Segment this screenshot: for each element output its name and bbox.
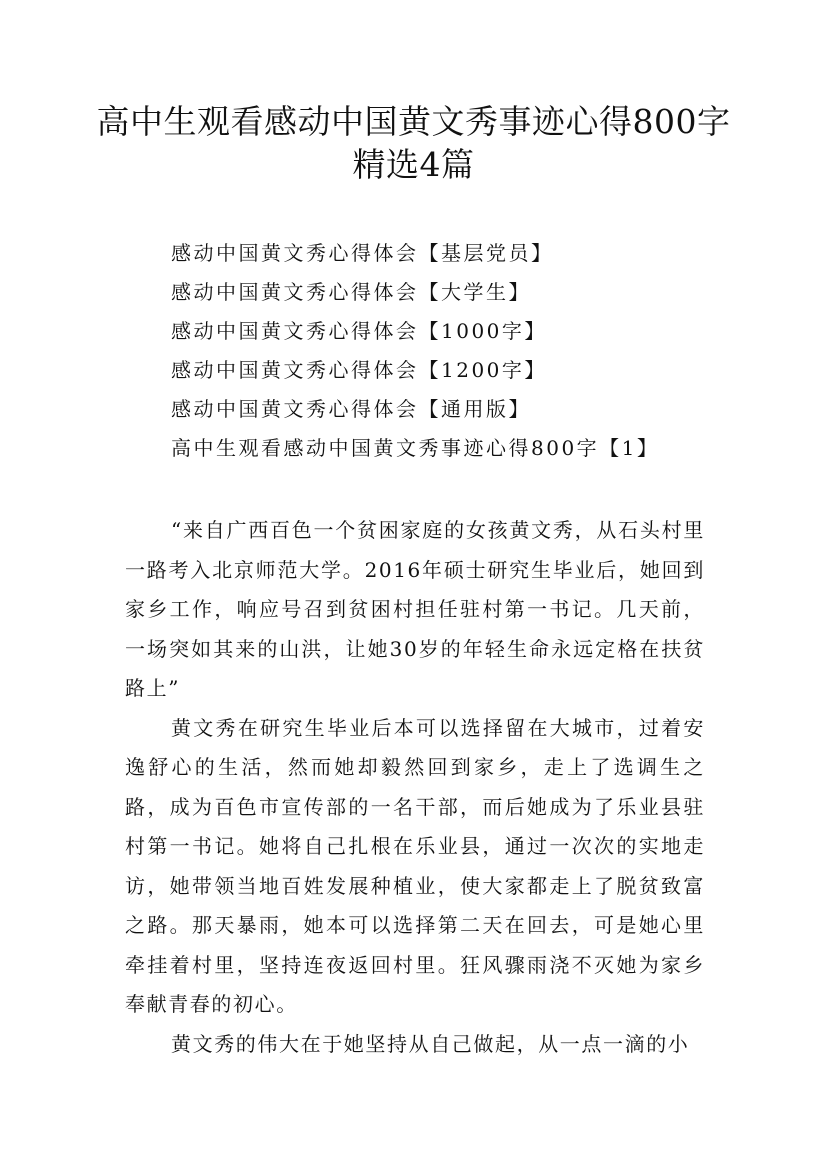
- body-paragraph: 黄文秀在研究生毕业后本可以选择留在大城市，过着安逸舒心的生活，然而她却毅然回到家乡，走上了选调生之路，成为百色市宣传部的一名干部，而后她成为了乐业县驻村第一书记。她将自己扎根在乐业县，通过一次次的实地走访，她带领当地百姓发展种植业，使大家都走上了脱贫致富之路。那天暴雨，她本可以选择第二天在回去，可是她心里牵挂着村里，坚持连夜返回村里。狂风骤雨浇不灭她为家乡奉献青春的初心。: [125, 715, 705, 1016]
- table-of-contents: [171, 237, 659, 471]
- toc-item: 感动中国黄文秀心得体会【1200字】: [171, 358, 547, 382]
- body-paragraph: “来自广西百色一个贫困家庭的女孩黄文秀，从石头村里一路考入北京师范大学。2016年硕士研究生毕业后，她回到家乡工作，响应号召到贫困村担任驻村第一书记。几天前，一场突如其来的山洪，让她30岁的年轻生命永远定格在扶贫路上”: [125, 518, 705, 700]
- toc-item: 感动中国黄文秀心得体会【基层党员】: [171, 241, 554, 265]
- toc-item: 感动中国黄文秀心得体会【大学生】: [171, 280, 531, 304]
- toc-item: 感动中国黄文秀心得体会【通用版】: [171, 397, 531, 421]
- document-title-line2: 精选4篇: [352, 145, 475, 184]
- document-title-line1: 高中生观看感动中国黄文秀事迹心得800字: [96, 102, 731, 141]
- document-body: [125, 511, 705, 1065]
- toc-item: 感动中国黄文秀心得体会【1000字】: [171, 319, 547, 343]
- toc-item: 高中生观看感动中国黄文秀事迹心得800字【1】: [171, 436, 660, 460]
- body-paragraph: 黄文秀的伟大在于她坚持从自己做起，从一点一滴的小: [171, 1031, 690, 1056]
